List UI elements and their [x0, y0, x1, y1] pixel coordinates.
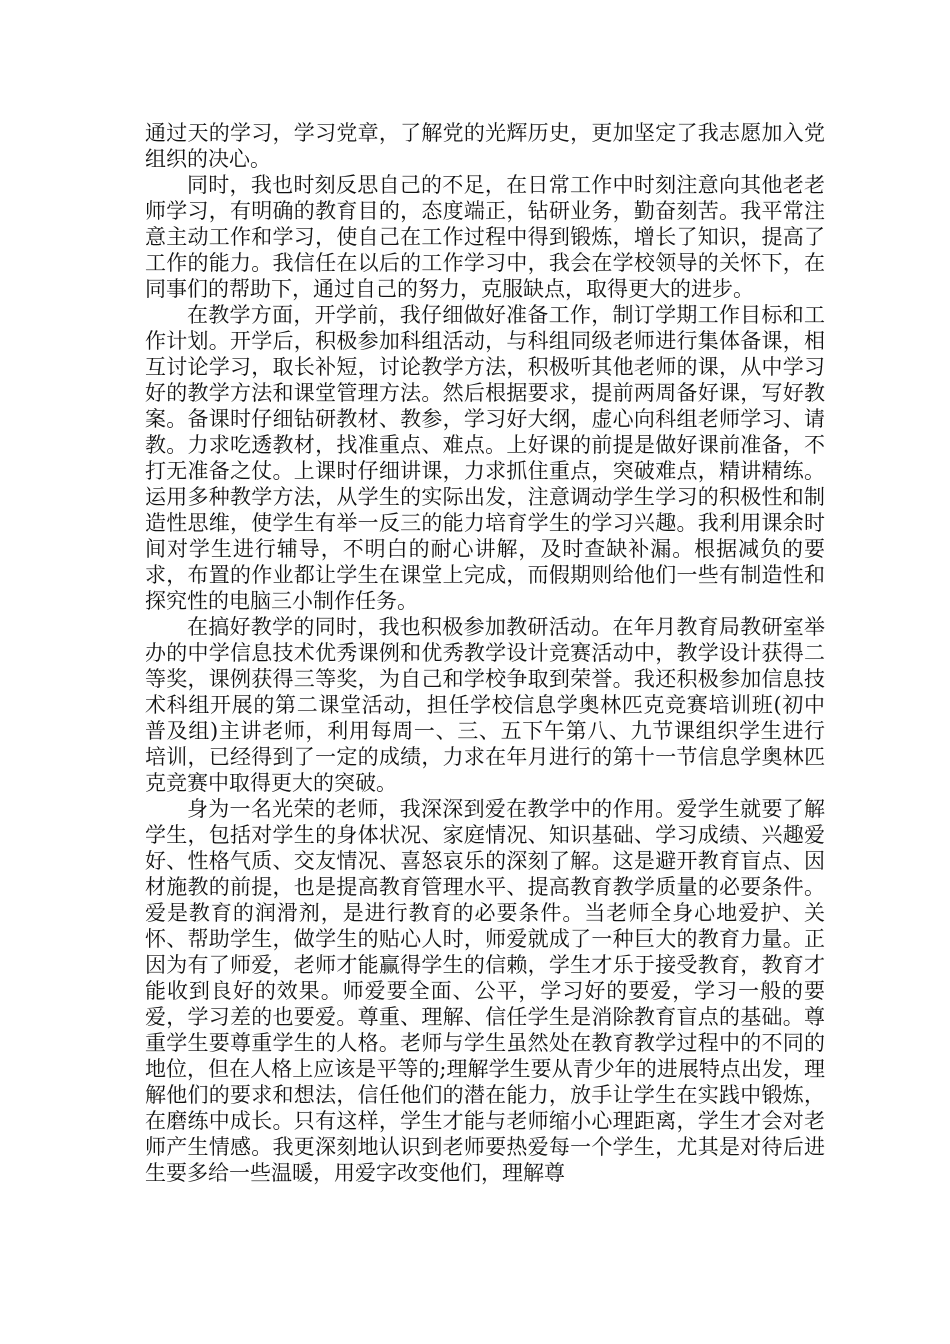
- paragraph-4: 在搞好教学的同时，我也积极参加教研活动。在年月教育局教研室举办的中学信息技术优秀课例和优秀教学设计竞赛活动中，教学设计获得二等奖，课例获得三等奖，为自己和学校争取到荣誉。我还积极参加信息技术科组开展的第二课堂活动，担任学校信息学奥林匹克竞赛培训班(初中普及组)主讲老师，利用每周一、三、五下午第八、九节课组织学生进行培训，已经得到了一定的成绩，力求在年月进行的第十一节信息学奥林匹克竞赛中取得更大的突破。: [145, 615, 825, 795]
- paragraph-2: 同时，我也时刻反思自己的不足，在日常工作中时刻注意向其他老老师学习，有明确的教育目的，态度端正，钻研业务，勤奋刻苦。我平常注意主动工作和学习，使自己在工作过程中得到锻炼，增长了知识，提高了工作的能力。我信任在以后的工作学习中，我会在学校领导的关怀下，在同事们的帮助下，通过自己的努力，克服缺点，取得更大的进步。: [145, 173, 825, 301]
- paragraph-3: 在教学方面，开学前，我仔细做好准备工作，制订学期工作目标和工作计划。开学后，积极参加科组活动，与科组同级老师进行集体备课，相互讨论学习，取长补短，讨论教学方法，积极听其他老师的课，从中学习好的教学方法和课堂管理方法。然后根据要求，提前两周备好课，写好教案。备课时仔细钻研教材、教参，学习好大纲，虚心向科组老师学习、请教。力求吃透教材，找准重点、难点。上好课的前提是做好课前准备，不打无准备之仗。上课时仔细讲课，力求抓住重点，突破难点，精讲精练。运用多种教学方法，从学生的实际出发，注意调动学生学习的积极性和制造性思维，使学生有举一反三的能力培育学生的学习兴趣。我利用课余时间对学生进行辅导，不明白的耐心讲解，及时查缺补漏。根据减负的要求，布置的作业都让学生在课堂上完成，而假期则给他们一些有制造性和探究性的电脑三小制作任务。: [145, 303, 825, 613]
- paragraph-1: 通过天的学习，学习党章，了解党的光辉历史，更加坚定了我志愿加入党组织的决心。: [145, 121, 825, 171]
- document-body: [145, 120, 825, 1186]
- paragraph-5: 身为一名光荣的老师，我深深到爱在教学中的作用。爱学生就要了解学生，包括对学生的身体状况、家庭情况、知识基础、学习成绩、兴趣爱好、性格气质、交友情况、喜怒哀乐的深刻了解。这是避开教育盲点、因材施教的前提，也是提高教育管理水平、提高教育教学质量的必要条件。爱是教育的润滑剂，是进行教育的必要条件。当老师全身心地爱护、关怀、帮助学生，做学生的贴心人时，师爱就成了一种巨大的教育力量。正因为有了师爱，老师才能赢得学生的信赖，学生才乐于接受教育，教育才能收到良好的效果。师爱要全面、公平，学习好的要爱，学习一般的要爱，学习差的也要爱。尊重、理解、信任学生是消除教育盲点的基础。尊重学生要尊重学生的人格。老师与学生虽然处在教育教学过程中的不同的地位，但在人格上应该是平等的;理解学生要从青少年的进展特点出发，理解他们的要求和想法，信任他们的潜在能力，放手让学生在实践中锻炼，在磨练中成长。只有这样，学生才能与老师缩小心理距离，学生才会对老师产生情感。我更深刻地认识到老师要热爱每一个学生，尤其是对待后进生要多给一些温暖，用爱字改变他们，理解尊: [145, 797, 825, 1185]
